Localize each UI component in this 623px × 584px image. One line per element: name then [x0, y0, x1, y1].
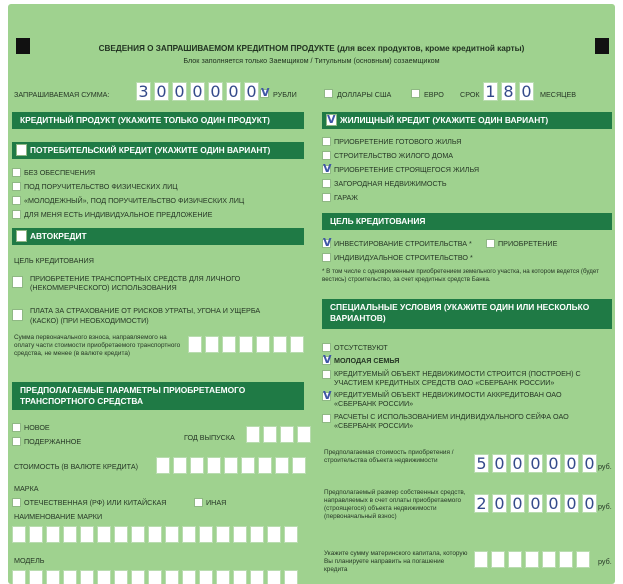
- casco-label-line2: (КАСКО) (ПРИ НЕОБХОДИМОСТИ): [30, 316, 149, 325]
- brand-name-cell[interactable]: [165, 526, 179, 543]
- term-field[interactable]: [483, 82, 534, 101]
- brand-name-cell[interactable]: [46, 526, 60, 543]
- model-cell[interactable]: [233, 570, 247, 584]
- no-collateral-label: БЕЗ ОБЕСПЕЧЕНИЯ: [24, 168, 96, 177]
- safe-deposit-checkbox[interactable]: [322, 414, 331, 423]
- maternity-capital-cell[interactable]: [508, 551, 522, 568]
- own-funds-digit[interactable]: 0: [582, 494, 597, 513]
- own-funds-digit[interactable]: 0: [564, 494, 579, 513]
- amount-digit[interactable]: 0: [172, 82, 187, 101]
- individual-construction-label: ИНДИВИДУАЛЬНОЕ СТРОИТЕЛЬСТВО *: [334, 253, 473, 262]
- own-funds-digit[interactable]: 0: [510, 494, 525, 513]
- cost-cell[interactable]: [190, 457, 204, 474]
- cost-cell[interactable]: [275, 457, 289, 474]
- model-cell[interactable]: [216, 570, 230, 584]
- estimated-cost-digit[interactable]: 0: [510, 454, 525, 473]
- housing-purpose-bar: ЦЕЛЬ КРЕДИТОВАНИЯ: [322, 213, 612, 230]
- eur-label: ЕВРО: [424, 90, 444, 99]
- model-cell[interactable]: [63, 570, 77, 584]
- requested-amount-label: ЗАПРАШИВАЕМАЯ СУММА:: [14, 90, 110, 99]
- brand-name-label: НАИМЕНОВАНИЕ МАРКИ: [14, 512, 103, 521]
- accredited-label: КРЕДИТУЕМЫЙ ОБЪЕКТ НЕДВИЖИМОСТИ АККРЕДИТОВАН ОАО «СБЕРБАНК РОССИИ»: [334, 390, 562, 408]
- acquisition-checkbox[interactable]: [486, 239, 495, 248]
- brand-name-cell[interactable]: [216, 526, 230, 543]
- foreign-brand-checkbox[interactable]: [194, 498, 203, 507]
- new-vehicle-label: НОВОЕ: [24, 423, 50, 432]
- none-condition-checkbox[interactable]: [322, 343, 331, 352]
- brand-name-cell[interactable]: [250, 526, 264, 543]
- country-estate-checkbox[interactable]: [322, 179, 331, 188]
- safe-deposit-label: РАСЧЕТЫ С ИСПОЛЬЗОВАНИЕМ ИНДИВИДУАЛЬНОГО СЕЙФА ОАО «СБЕРБАНК РОССИИ»: [334, 412, 569, 430]
- down-payment-field[interactable]: [188, 336, 304, 353]
- model-cell[interactable]: [97, 570, 111, 584]
- model-cell[interactable]: [182, 570, 196, 584]
- amount-digit[interactable]: 0: [208, 82, 223, 101]
- cost-label: СТОИМОСТЬ (В ВАЛЮТЕ КРЕДИТА): [14, 462, 139, 471]
- cost-cell[interactable]: [258, 457, 272, 474]
- cost-cell[interactable]: [173, 457, 187, 474]
- auto-credit-checkbox[interactable]: [16, 230, 27, 242]
- brand-name-cell[interactable]: [97, 526, 111, 543]
- invest-construction-label: ИНВЕСТИРОВАНИЕ СТРОИТЕЛЬСТВА *: [334, 239, 472, 248]
- used-vehicle-label: ПОДЕРЖАННОЕ: [24, 437, 82, 446]
- brand-name-cell[interactable]: [267, 526, 281, 543]
- used-vehicle-checkbox[interactable]: [12, 437, 21, 446]
- year-cell[interactable]: [263, 426, 277, 443]
- acquisition-label: ПРИОБРЕТЕНИЕ: [498, 239, 558, 248]
- brand-name-cell[interactable]: [148, 526, 162, 543]
- individual-construction-checkbox[interactable]: [322, 253, 331, 262]
- brand-name-cell[interactable]: [114, 526, 128, 543]
- brand-name-cell[interactable]: [63, 526, 77, 543]
- brand-name-cell[interactable]: [199, 526, 213, 543]
- new-vehicle-checkbox[interactable]: [12, 423, 21, 432]
- domestic-brand-checkbox[interactable]: [12, 498, 21, 507]
- ready-housing-checkbox[interactable]: [322, 137, 331, 146]
- no-collateral-checkbox[interactable]: [12, 168, 21, 177]
- down-payment-cell[interactable]: [188, 336, 202, 353]
- young-family-check-mark: V: [323, 353, 332, 366]
- construction-footnote: * В том числе с одновременным приобретением земельного участка, на котором ведется (будет вестись) строительство, за счет кредитных средств Банка.: [322, 268, 599, 283]
- vehicle-purchase-label-line1: ПРИОБРЕТЕНИЕ ТРАНСПОРТНЫХ СРЕДСТВ ДЛЯ ЛИЧНОГО: [30, 274, 241, 283]
- individual-offer-label: ДЛЯ МЕНЯ ЕСТЬ ИНДИВИДУАЛЬНОЕ ПРЕДЛОЖЕНИЕ: [24, 210, 213, 219]
- own-funds-field[interactable]: [474, 494, 597, 513]
- house-construction-checkbox[interactable]: [322, 151, 331, 160]
- model-cell[interactable]: [131, 570, 145, 584]
- model-field[interactable]: [12, 570, 298, 584]
- form-subtitle: Блок заполняется только Заемщиком / Титульным (основным) созаемщиком: [183, 56, 440, 65]
- brand-name-cell[interactable]: [284, 526, 298, 543]
- ready-housing-label: ПРИОБРЕТЕНИЕ ГОТОВОГО ЖИЛЬЯ: [334, 137, 462, 146]
- own-funds-digit[interactable]: 0: [528, 494, 543, 513]
- term-digit[interactable]: 0: [519, 82, 534, 101]
- months-label: МЕСЯЦЕВ: [540, 90, 577, 99]
- term-label: СРОК: [460, 90, 480, 99]
- estimated-cost-digit[interactable]: 0: [564, 454, 579, 473]
- brand-name-cell[interactable]: [182, 526, 196, 543]
- amount-digit[interactable]: 0: [244, 82, 259, 101]
- down-payment-cell[interactable]: [256, 336, 270, 353]
- house-construction-label: СТРОИТЕЛЬСТВО ЖИЛОГО ДОМА: [334, 151, 454, 160]
- rub-label: РУБЛИ: [273, 90, 297, 99]
- term-digit[interactable]: 8: [501, 82, 516, 101]
- invest-construction-check-mark: V: [323, 236, 332, 249]
- brand-name-cell[interactable]: [29, 526, 43, 543]
- maternity-capital-cell[interactable]: [559, 551, 573, 568]
- housing-credit-bar: [322, 112, 612, 129]
- estimated-cost-digit[interactable]: 0: [582, 454, 597, 473]
- maternity-capital-cell[interactable]: [474, 551, 488, 568]
- brand-name-cell[interactable]: [233, 526, 247, 543]
- down-payment-cell[interactable]: [205, 336, 219, 353]
- cost-cell[interactable]: [292, 457, 306, 474]
- cost-cell[interactable]: [224, 457, 238, 474]
- model-cell[interactable]: [12, 570, 26, 584]
- rub-check-mark: V: [261, 86, 270, 99]
- down-payment-cell[interactable]: [239, 336, 253, 353]
- domestic-brand-label: ОТЕЧЕСТВЕННАЯ (РФ) ИЛИ КИТАЙСКАЯ: [24, 498, 167, 507]
- own-funds-label: Предполагаемый размер собственных средств, направляемых в счет оплаты приобретаемого (строящегося) объекта недвижимости (первоначальный взнос): [324, 489, 466, 520]
- model-cell[interactable]: [267, 570, 281, 584]
- guarantee-checkbox[interactable]: [12, 182, 21, 191]
- under-construction-label: ПРИОБРЕТЕНИЕ СТРОЯЩЕГОСЯ ЖИЛЬЯ: [334, 165, 480, 174]
- year-cell[interactable]: [297, 426, 311, 443]
- housing-credit-check-mark: V: [327, 113, 336, 126]
- vehicle-purchase-checkbox[interactable]: [12, 276, 23, 288]
- maternity-capital-cell[interactable]: [525, 551, 539, 568]
- year-cell[interactable]: [280, 426, 294, 443]
- casco-checkbox[interactable]: [12, 309, 23, 321]
- guarantee-label: ПОД ПОРУЧИТЕЛЬСТВО ФИЗИЧЕСКИХ ЛИЦ: [24, 182, 178, 191]
- requested-amount-field[interactable]: [136, 82, 259, 101]
- cost-field[interactable]: [156, 457, 306, 474]
- foreign-brand-label: ИНАЯ: [206, 498, 227, 507]
- maternity-capital-cell[interactable]: [542, 551, 556, 568]
- accredited-check-mark: V: [323, 389, 332, 402]
- consumer-credit-bar-label: ПОТРЕБИТЕЛЬСКИЙ КРЕДИТ (УКАЖИТЕ ОДИН ВАРИАНТ): [30, 145, 271, 155]
- model-cell[interactable]: [250, 570, 264, 584]
- young-family-label: МОЛОДАЯ СЕМЬЯ: [334, 356, 400, 365]
- term-digit[interactable]: 1: [483, 82, 498, 101]
- individual-offer-checkbox[interactable]: [12, 210, 21, 219]
- housing-credit-bar-label: ЖИЛИЩНЫЙ КРЕДИТ (УКАЖИТЕ ОДИН ВАРИАНТ): [340, 115, 549, 125]
- brand-name-cell[interactable]: [80, 526, 94, 543]
- down-payment-cell[interactable]: [222, 336, 236, 353]
- maternity-capital-cell[interactable]: [491, 551, 505, 568]
- sberbank-funded-checkbox[interactable]: [322, 370, 331, 379]
- maternity-capital-currency: руб.: [598, 557, 612, 566]
- garage-checkbox[interactable]: [322, 193, 331, 202]
- auto-purpose-label: ЦЕЛЬ КРЕДИТОВАНИЯ: [14, 256, 94, 265]
- estimated-cost-digit[interactable]: 0: [528, 454, 543, 473]
- own-funds-digit[interactable]: 2: [474, 494, 489, 513]
- model-label: МОДЕЛЬ: [14, 556, 45, 565]
- estimated-cost-digit[interactable]: 0: [546, 454, 561, 473]
- own-funds-digit[interactable]: 0: [492, 494, 507, 513]
- estimated-cost-currency: руб.: [598, 462, 612, 471]
- estimated-cost-field[interactable]: [474, 454, 597, 473]
- brand-name-cell[interactable]: [12, 526, 26, 543]
- cost-cell[interactable]: [207, 457, 221, 474]
- down-payment-label: Сумма первоначального взноса, направляемого на оплату части стоимости приобретаемого транспортного средства, не менее (в валюте кредита): [14, 334, 181, 357]
- country-estate-label: ЗАГОРОДНАЯ НЕДВИЖИМОСТЬ: [334, 179, 447, 188]
- sberbank-funded-label: КРЕДИТУЕМЫЙ ОБЪЕКТ НЕДВИЖИМОСТИ СТРОИТСЯ (ПОСТРОЕН) С УЧАСТИЕМ КРЕДИТНЫХ СРЕДСТВ ОАО «СБЕРБАНК РОССИИ»: [334, 369, 581, 387]
- own-funds-digit[interactable]: 0: [546, 494, 561, 513]
- own-funds-currency: руб.: [598, 502, 612, 511]
- consumer-credit-bar: [12, 142, 304, 159]
- casco-label-line1: ПЛАТА ЗА СТРАХОВАНИЕ ОТ РИСКОВ УТРАТЫ, УГОНА И УЩЕРБА: [30, 306, 261, 315]
- vehicle-purchase-label-line2: (НЕКОММЕРЧЕСКОГО) ИСПОЛЬЗОВАНИЯ: [30, 283, 177, 292]
- youth-checkbox[interactable]: [12, 196, 21, 205]
- youth-label: «МОЛОДЕЖНЫЙ», ПОД ПОРУЧИТЕЛЬСТВО ФИЗИЧЕСКИХ ЛИЦ: [24, 196, 245, 205]
- amount-digit[interactable]: 0: [154, 82, 169, 101]
- brand-label: МАРКА: [14, 484, 39, 493]
- form-title: СВЕДЕНИЯ О ЗАПРАШИВАЕМОМ КРЕДИТНОМ ПРОДУКТЕ (для всех продуктов, кроме кредитной карты): [98, 44, 525, 53]
- under-construction-check-mark: V: [323, 162, 332, 175]
- model-cell[interactable]: [165, 570, 179, 584]
- estimated-cost-digit[interactable]: 0: [492, 454, 507, 473]
- auto-credit-bar: [12, 228, 304, 245]
- brand-name-cell[interactable]: [131, 526, 145, 543]
- amount-digit[interactable]: 0: [226, 82, 241, 101]
- garage-label: ГАРАЖ: [334, 193, 358, 202]
- year-cell[interactable]: [246, 426, 260, 443]
- none-condition-label: ОТСУТСТВУЮТ: [334, 343, 388, 352]
- model-cell[interactable]: [80, 570, 94, 584]
- vehicle-params-bar: ПРЕДПОЛАГАЕМЫЕ ПАРАМЕТРЫ ПРИОБРЕТАЕМОГО ТРАНСПОРТНОГО СРЕДСТВА: [12, 382, 304, 410]
- estimated-cost-label: Предполагаемая стоимость приобретения / строительства объекта недвижимости: [324, 449, 454, 464]
- model-cell[interactable]: [29, 570, 43, 584]
- brand-name-field[interactable]: [12, 526, 298, 543]
- model-cell[interactable]: [114, 570, 128, 584]
- cost-cell[interactable]: [156, 457, 170, 474]
- amount-digit[interactable]: 0: [190, 82, 205, 101]
- year-field[interactable]: [246, 426, 311, 443]
- special-conditions-bar: СПЕЦИАЛЬНЫЕ УСЛОВИЯ (УКАЖИТЕ ОДИН ИЛИ НЕСКОЛЬКО ВАРИАНТОВ): [322, 299, 612, 329]
- consumer-credit-checkbox[interactable]: [16, 144, 27, 156]
- estimated-cost-digit[interactable]: 5: [474, 454, 489, 473]
- maternity-capital-field[interactable]: [474, 551, 590, 568]
- model-cell[interactable]: [46, 570, 60, 584]
- year-label: ГОД ВЫПУСКА: [184, 433, 235, 442]
- usd-checkbox[interactable]: [324, 89, 333, 98]
- credit-product-bar: КРЕДИТНЫЙ ПРОДУКТ (УКАЖИТЕ ТОЛЬКО ОДИН ПРОДУКТ): [12, 112, 304, 129]
- model-cell[interactable]: [199, 570, 213, 584]
- down-payment-cell[interactable]: [290, 336, 304, 353]
- auto-credit-bar-label: АВТОКРЕДИТ: [30, 231, 87, 241]
- maternity-capital-label: Укажите сумму материнского капитала, которую Вы планируете направить на погашение кредита: [324, 550, 468, 573]
- model-cell[interactable]: [284, 570, 298, 584]
- usd-label: ДОЛЛАРЫ США: [337, 90, 392, 99]
- model-cell[interactable]: [148, 570, 162, 584]
- credit-application-form: [8, 4, 615, 584]
- amount-digit[interactable]: 3: [136, 82, 151, 101]
- down-payment-cell[interactable]: [273, 336, 287, 353]
- maternity-capital-cell[interactable]: [576, 551, 590, 568]
- cost-cell[interactable]: [241, 457, 255, 474]
- eur-checkbox[interactable]: [411, 89, 420, 98]
